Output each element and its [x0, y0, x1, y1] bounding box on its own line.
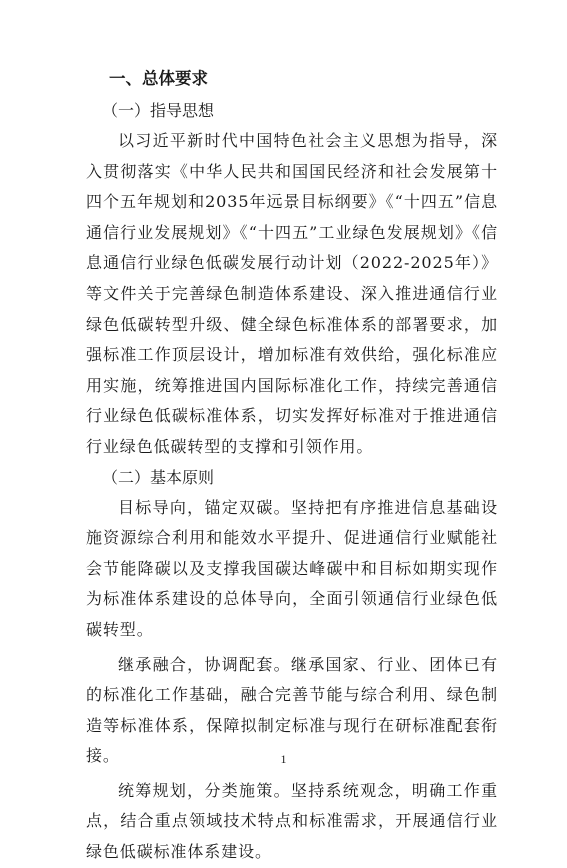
paragraph-principle-goal-oriented	[86, 493, 498, 646]
paragraph-lead: 统筹规划，分类施策。	[118, 780, 291, 800]
paragraph-text: 坚持系统观念，明确工作重点，结合重点领域技术特点和标准需求，开展通信行业绿色低碳标准体系建设。	[86, 780, 498, 862]
paragraph-principle-overall-planning	[86, 776, 498, 868]
paragraph-text: 坚持把有序推进信息基础设施资源综合利用和能效水平提升、促进通信行业赋能社会节能降碳以及支撑我国碳达峰碳中和目标如期实现作为标准体系建设的总体导向，全面引领通信行业绿色低碳转型。	[86, 497, 498, 639]
paragraph-lead: 目标导向，锚定双碳。	[118, 497, 291, 517]
page-number: 1	[280, 752, 287, 766]
paragraph-guiding-ideology	[86, 126, 498, 463]
paragraph-text: 以习近平新时代中国特色社会主义思想为指导，深入贯彻落实《中华人民共和国国民经济和社会发展第十四个五年规划和2035年远景目标纲要》《“十四五”信息通信行业发展规划》《“十四五”工业绿色发展规划》《信息通信行业绿色低碳发展行动计划（2022-2025年）》等文件关于完善绿色制造体系建设、深入推进通信行业绿色低碳转型升级、健全绿色标准体系的部署要求，加强标准工作顶层设计，增加标准有效供给，强化标准应用实施，统筹推进国内国际标准化工作，持续完善通信行业绿色低碳标准体系，切实发挥好标准对于推进通信行业绿色低碳转型的支撑和引领作用。	[86, 131, 498, 456]
document-body	[86, 62, 498, 868]
paragraph-lead: 继承融合，协调配套。	[118, 654, 291, 674]
paragraph-text: 继承国家、行业、团体已有的标准化工作基础，融合完善节能与综合利用、绿色制造等标准体系，保障拟制定标准与现行在研标准配套衔接。	[86, 654, 498, 766]
subsection-heading-guiding-ideology: （一）指导思想	[102, 101, 215, 120]
section-title: 一、总体要求	[109, 69, 208, 88]
subsection-heading-basic-principles: （二）基本原则	[102, 467, 215, 487]
